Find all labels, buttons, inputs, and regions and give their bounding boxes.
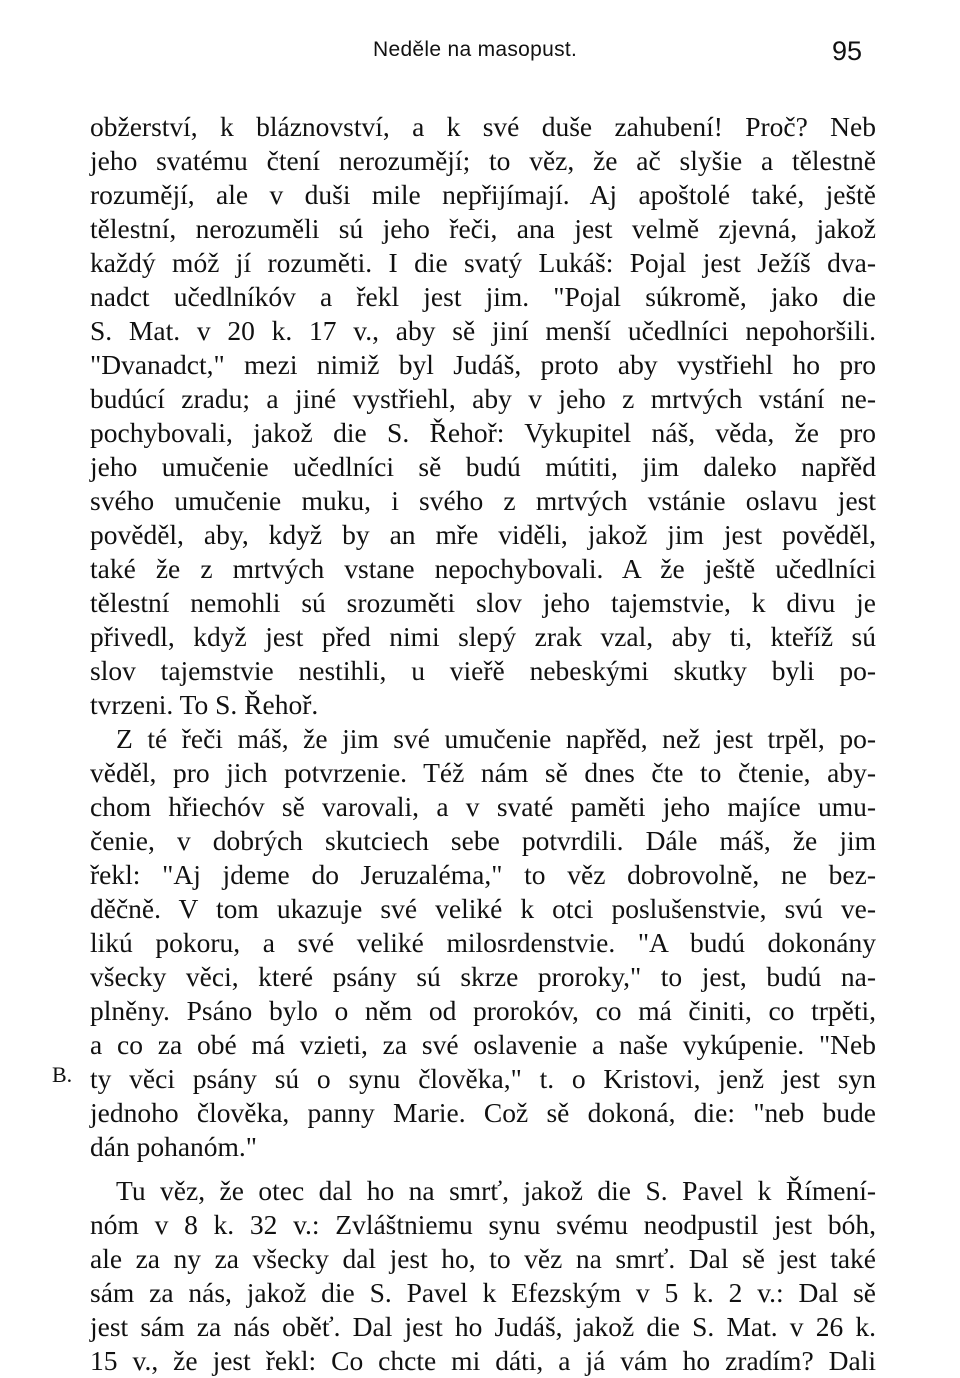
paragraph-start-line: Z té řeči máš, že jim své umučenie napřěd, než jest trpěl, po- — [116, 723, 876, 754]
text-line: budúcí zradu; a jiné vystřiehl, aby v jeho z mrtvých vstání ne- — [90, 383, 876, 414]
text-line: chom hřiechóv sě varovali, a v svaté paměti jeho majíce umu- — [90, 791, 876, 822]
margin-note: B. — [52, 1062, 73, 1087]
text-line: dán pohanóm." — [90, 1131, 258, 1162]
page-number: 95 — [832, 36, 863, 66]
text-line: čenie, v dobrých skutciech sebe potvrdili. Dále máš, že jim — [90, 825, 876, 856]
text-line: tělestní, nerozuměli sú jeho řeči, ana jest velmě zjevná, jakož — [90, 213, 876, 244]
text-line: "Dvanadct," mezi nimiž byl Judáš, proto aby vystřiehl ho pro — [90, 349, 876, 380]
text-line: a co za obé má vzieti, za své oslavenie a naše vykúpenie. "Neb — [90, 1029, 876, 1060]
text-line: řekl: "Aj jdeme do Jeruzaléma," to věz dobrovolně, ne bez- — [90, 859, 876, 890]
text-line: jednoho člověka, panny Marie. Což sě dokoná, die: "neb bude — [90, 1097, 876, 1128]
text-line: likú pokoru, a své veliké milosrdenstvie. "A budú dokonány — [90, 927, 876, 958]
text-line: slov tajemstvie nestihli, u vieřě nebeskými skutky byli po- — [90, 655, 876, 686]
text-line: 15 v., že jest řekl: Co chcte mi dáti, a já vám ho zradím? Dali — [90, 1345, 876, 1376]
paragraph-start-line: Tu věz, že otec dal ho na smrť, jakož die S. Pavel k Římení- — [116, 1175, 876, 1206]
body-text — [90, 110, 876, 1378]
text-line: svého umučenie muku, i svého z mrtvých vstánie oslavu jest — [90, 485, 876, 516]
text-line: jeho svatému čtení nerozumějí; to věz, že ač slyšie a tělestně — [90, 145, 876, 176]
text-line: jeho umučenie učedlníci sě budú mútiti, jim daleko napřěd — [90, 451, 876, 482]
text-line: ale za ny za všecky dal jest ho, to věz na smrť. Dal sě jest také — [90, 1243, 876, 1274]
text-line: ty věci psány sú o synu člověka," t. o Kristovi, jenž jest syn — [90, 1063, 876, 1094]
text-line: tvrzeni. To S. Řehoř. — [90, 689, 319, 720]
running-title: Neděle na masopust. — [373, 38, 578, 61]
text-line: jest sám za nás oběť. Dal jest ho Judáš, jakož die S. Mat. v 26 k. — [90, 1311, 876, 1342]
text-line: přivedl, když jest před nimi slepý zrak vzal, aby ti, kteříž sú — [90, 621, 876, 652]
text-line: každý móž jí rozuměti. I die svatý Lukáš: Pojal jest Ježíš dva- — [90, 247, 876, 278]
text-line: obžerství, k bláznovství, a k své duše zahubení! Proč? Neb — [90, 111, 876, 142]
text-line: nadct učedlníkóv a řekl jest jim. "Pojal súkromě, jako die — [90, 281, 876, 312]
text-line: pochybovali, jakož die S. Řehoř: Vykupitel náš, věda, že pro — [90, 417, 876, 448]
text-line: pověděl, aby, když by an mře viděli, jakož jim jest pověděl, — [90, 519, 876, 550]
text-line: také že z mrtvých vstane nepochybovali. A že ještě učedlníci — [90, 553, 876, 584]
text-line: všecky věci, které psány sú skrze proroky," to jest, budú na- — [90, 961, 876, 992]
running-head — [0, 36, 960, 76]
text-line: rozumějí, ale v duši mile nepřijímají. Aj apoštolé také, ještě — [90, 179, 876, 210]
text-line: děčně. V tom ukazuje své veliké k otci poslušenstvie, svú ve- — [90, 893, 876, 924]
text-line: nóm v 8 k. 32 v.: Zvláštniemu synu svému neodpustil jest bóh, — [90, 1209, 876, 1240]
text-line: tělestní nemohli sú srozuměti slov jeho tajemstvie, k divu je — [90, 587, 876, 618]
paragraph-gap — [90, 1164, 876, 1174]
text-line: věděl, pro jich potvrzenie. Též nám sě dnes čte to čtenie, aby- — [90, 757, 876, 788]
text-line: plněny. Psáno bylo o něm od prorokóv, co má činiti, co trpěti, — [90, 995, 876, 1026]
text-line: sám za nás, jakož die S. Pavel k Efezským v 5 k. 2 v.: Dal sě — [90, 1277, 876, 1308]
text-line: S. Mat. v 20 k. 17 v., aby sě jiní menší učedlníci nepohoršili. — [90, 315, 876, 346]
